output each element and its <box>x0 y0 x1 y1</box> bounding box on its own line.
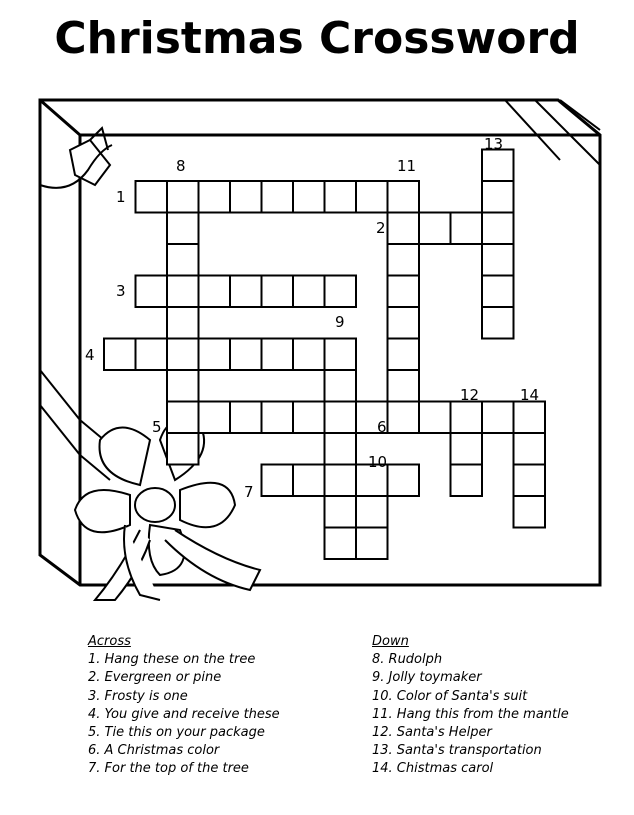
across-clue-7: 7. For the top of the tree <box>88 761 249 777</box>
clue-number-13: 13 <box>484 135 504 153</box>
crossword-cell[interactable] <box>388 370 420 402</box>
crossword-cell[interactable] <box>293 465 325 497</box>
down-clue-13: 13. Santa's transportation <box>372 743 542 759</box>
crossword-cell[interactable] <box>356 496 388 528</box>
across-clues <box>88 633 280 779</box>
crossword-cell[interactable] <box>167 276 199 308</box>
crossword-cell[interactable] <box>514 496 546 528</box>
crossword-cell[interactable] <box>451 213 483 245</box>
clue-number-7: 7 <box>244 483 254 501</box>
crossword-cell[interactable] <box>136 276 168 308</box>
crossword-cell[interactable] <box>388 244 420 276</box>
clue-number-1: 1 <box>116 188 126 206</box>
crossword-cell[interactable] <box>482 150 514 182</box>
crossword-cell[interactable] <box>262 402 294 434</box>
crossword-cell[interactable] <box>199 402 231 434</box>
crossword-cell[interactable] <box>482 213 514 245</box>
crossword-cell[interactable] <box>199 276 231 308</box>
across-clue-6: 6. A Christmas color <box>88 743 220 759</box>
clue-number-5: 5 <box>152 418 162 436</box>
crossword-cell[interactable] <box>262 465 294 497</box>
crossword-cell[interactable] <box>482 402 514 434</box>
crossword-cell[interactable] <box>325 528 357 560</box>
down-clue-9: 9. Jolly toymaker <box>372 670 482 686</box>
crossword-cell[interactable] <box>451 402 483 434</box>
across-clue-3: 3. Frosty is one <box>88 688 188 704</box>
crossword-cell[interactable] <box>388 307 420 339</box>
crossword-cell[interactable] <box>104 339 136 371</box>
crossword-cell[interactable] <box>451 465 483 497</box>
crossword-cell[interactable] <box>419 213 451 245</box>
crossword-cell[interactable] <box>293 276 325 308</box>
crossword-cell[interactable] <box>167 339 199 371</box>
clue-number-3: 3 <box>116 282 126 300</box>
crossword-cell[interactable] <box>419 402 451 434</box>
down-clue-12: 12. Santa's Helper <box>372 725 492 741</box>
crossword-cell[interactable] <box>388 213 420 245</box>
clue-number-9: 9 <box>335 313 345 331</box>
crossword-cell[interactable] <box>388 181 420 213</box>
crossword-cell[interactable] <box>514 465 546 497</box>
crossword-cell[interactable] <box>262 276 294 308</box>
crossword-cell[interactable] <box>482 181 514 213</box>
clue-number-12: 12 <box>460 386 480 404</box>
crossword-cell[interactable] <box>482 276 514 308</box>
clue-number-4: 4 <box>85 346 95 364</box>
across-clue-4: 4. You give and receive these <box>88 706 280 722</box>
crossword-cell[interactable] <box>388 339 420 371</box>
down-clue-10: 10. Color of Santa's suit <box>372 688 528 704</box>
crossword-cell[interactable] <box>199 181 231 213</box>
crossword-cell[interactable] <box>230 276 262 308</box>
crossword-cell[interactable] <box>325 496 357 528</box>
clue-number-10: 10 <box>368 453 388 471</box>
crossword-cell[interactable] <box>388 276 420 308</box>
crossword-cell[interactable] <box>293 402 325 434</box>
crossword-cell[interactable] <box>167 370 199 402</box>
crossword-cell[interactable] <box>167 244 199 276</box>
down-clue-14: 14. Chistmas carol <box>372 761 494 777</box>
crossword-cell[interactable] <box>262 339 294 371</box>
crossword-cell[interactable] <box>230 181 262 213</box>
crossword-cell[interactable] <box>167 433 199 465</box>
down-clue-11: 11. Hang this from the mantle <box>372 706 569 722</box>
crossword-cell[interactable] <box>167 213 199 245</box>
crossword-cell[interactable] <box>514 402 546 434</box>
down-heading: Down <box>372 634 409 649</box>
crossword-cell[interactable] <box>199 339 231 371</box>
crossword-cell[interactable] <box>325 402 357 434</box>
down-clues <box>372 633 569 779</box>
crossword-cell[interactable] <box>230 339 262 371</box>
crossword-cell[interactable] <box>482 307 514 339</box>
crossword-cell[interactable] <box>167 402 199 434</box>
across-clue-1: 1. Hang these on the tree <box>88 652 256 668</box>
crossword-cell[interactable] <box>325 433 357 465</box>
crossword-cell[interactable] <box>167 181 199 213</box>
crossword-cell[interactable] <box>325 370 357 402</box>
crossword-cell[interactable] <box>451 433 483 465</box>
crossword-cell[interactable] <box>136 339 168 371</box>
clue-number-8: 8 <box>176 157 186 175</box>
clue-number-2: 2 <box>376 219 386 237</box>
crossword-cell[interactable] <box>293 181 325 213</box>
crossword-cell[interactable] <box>230 402 262 434</box>
crossword-cell[interactable] <box>325 465 357 497</box>
crossword-cell[interactable] <box>388 465 420 497</box>
clue-number-6: 6 <box>377 418 387 436</box>
clue-number-14: 14 <box>520 386 540 404</box>
crossword-cell[interactable] <box>262 181 294 213</box>
across-heading: Across <box>88 634 131 649</box>
crossword-cell[interactable] <box>356 528 388 560</box>
clue-number-11: 11 <box>397 157 417 175</box>
crossword-cell[interactable] <box>136 181 168 213</box>
crossword-cell[interactable] <box>514 433 546 465</box>
crossword-cell[interactable] <box>388 402 420 434</box>
page-title: Christmas Crossword <box>54 13 580 64</box>
across-clue-5: 5. Tie this on your package <box>88 725 265 741</box>
crossword-cell[interactable] <box>356 181 388 213</box>
crossword-cell[interactable] <box>293 339 325 371</box>
crossword-cell[interactable] <box>325 339 357 371</box>
crossword-cell[interactable] <box>167 307 199 339</box>
crossword-cell[interactable] <box>325 276 357 308</box>
crossword-cell[interactable] <box>482 244 514 276</box>
down-clue-8: 8. Rudolph <box>372 652 443 668</box>
crossword-cell[interactable] <box>325 181 357 213</box>
across-clue-2: 2. Evergreen or pine <box>88 670 222 686</box>
